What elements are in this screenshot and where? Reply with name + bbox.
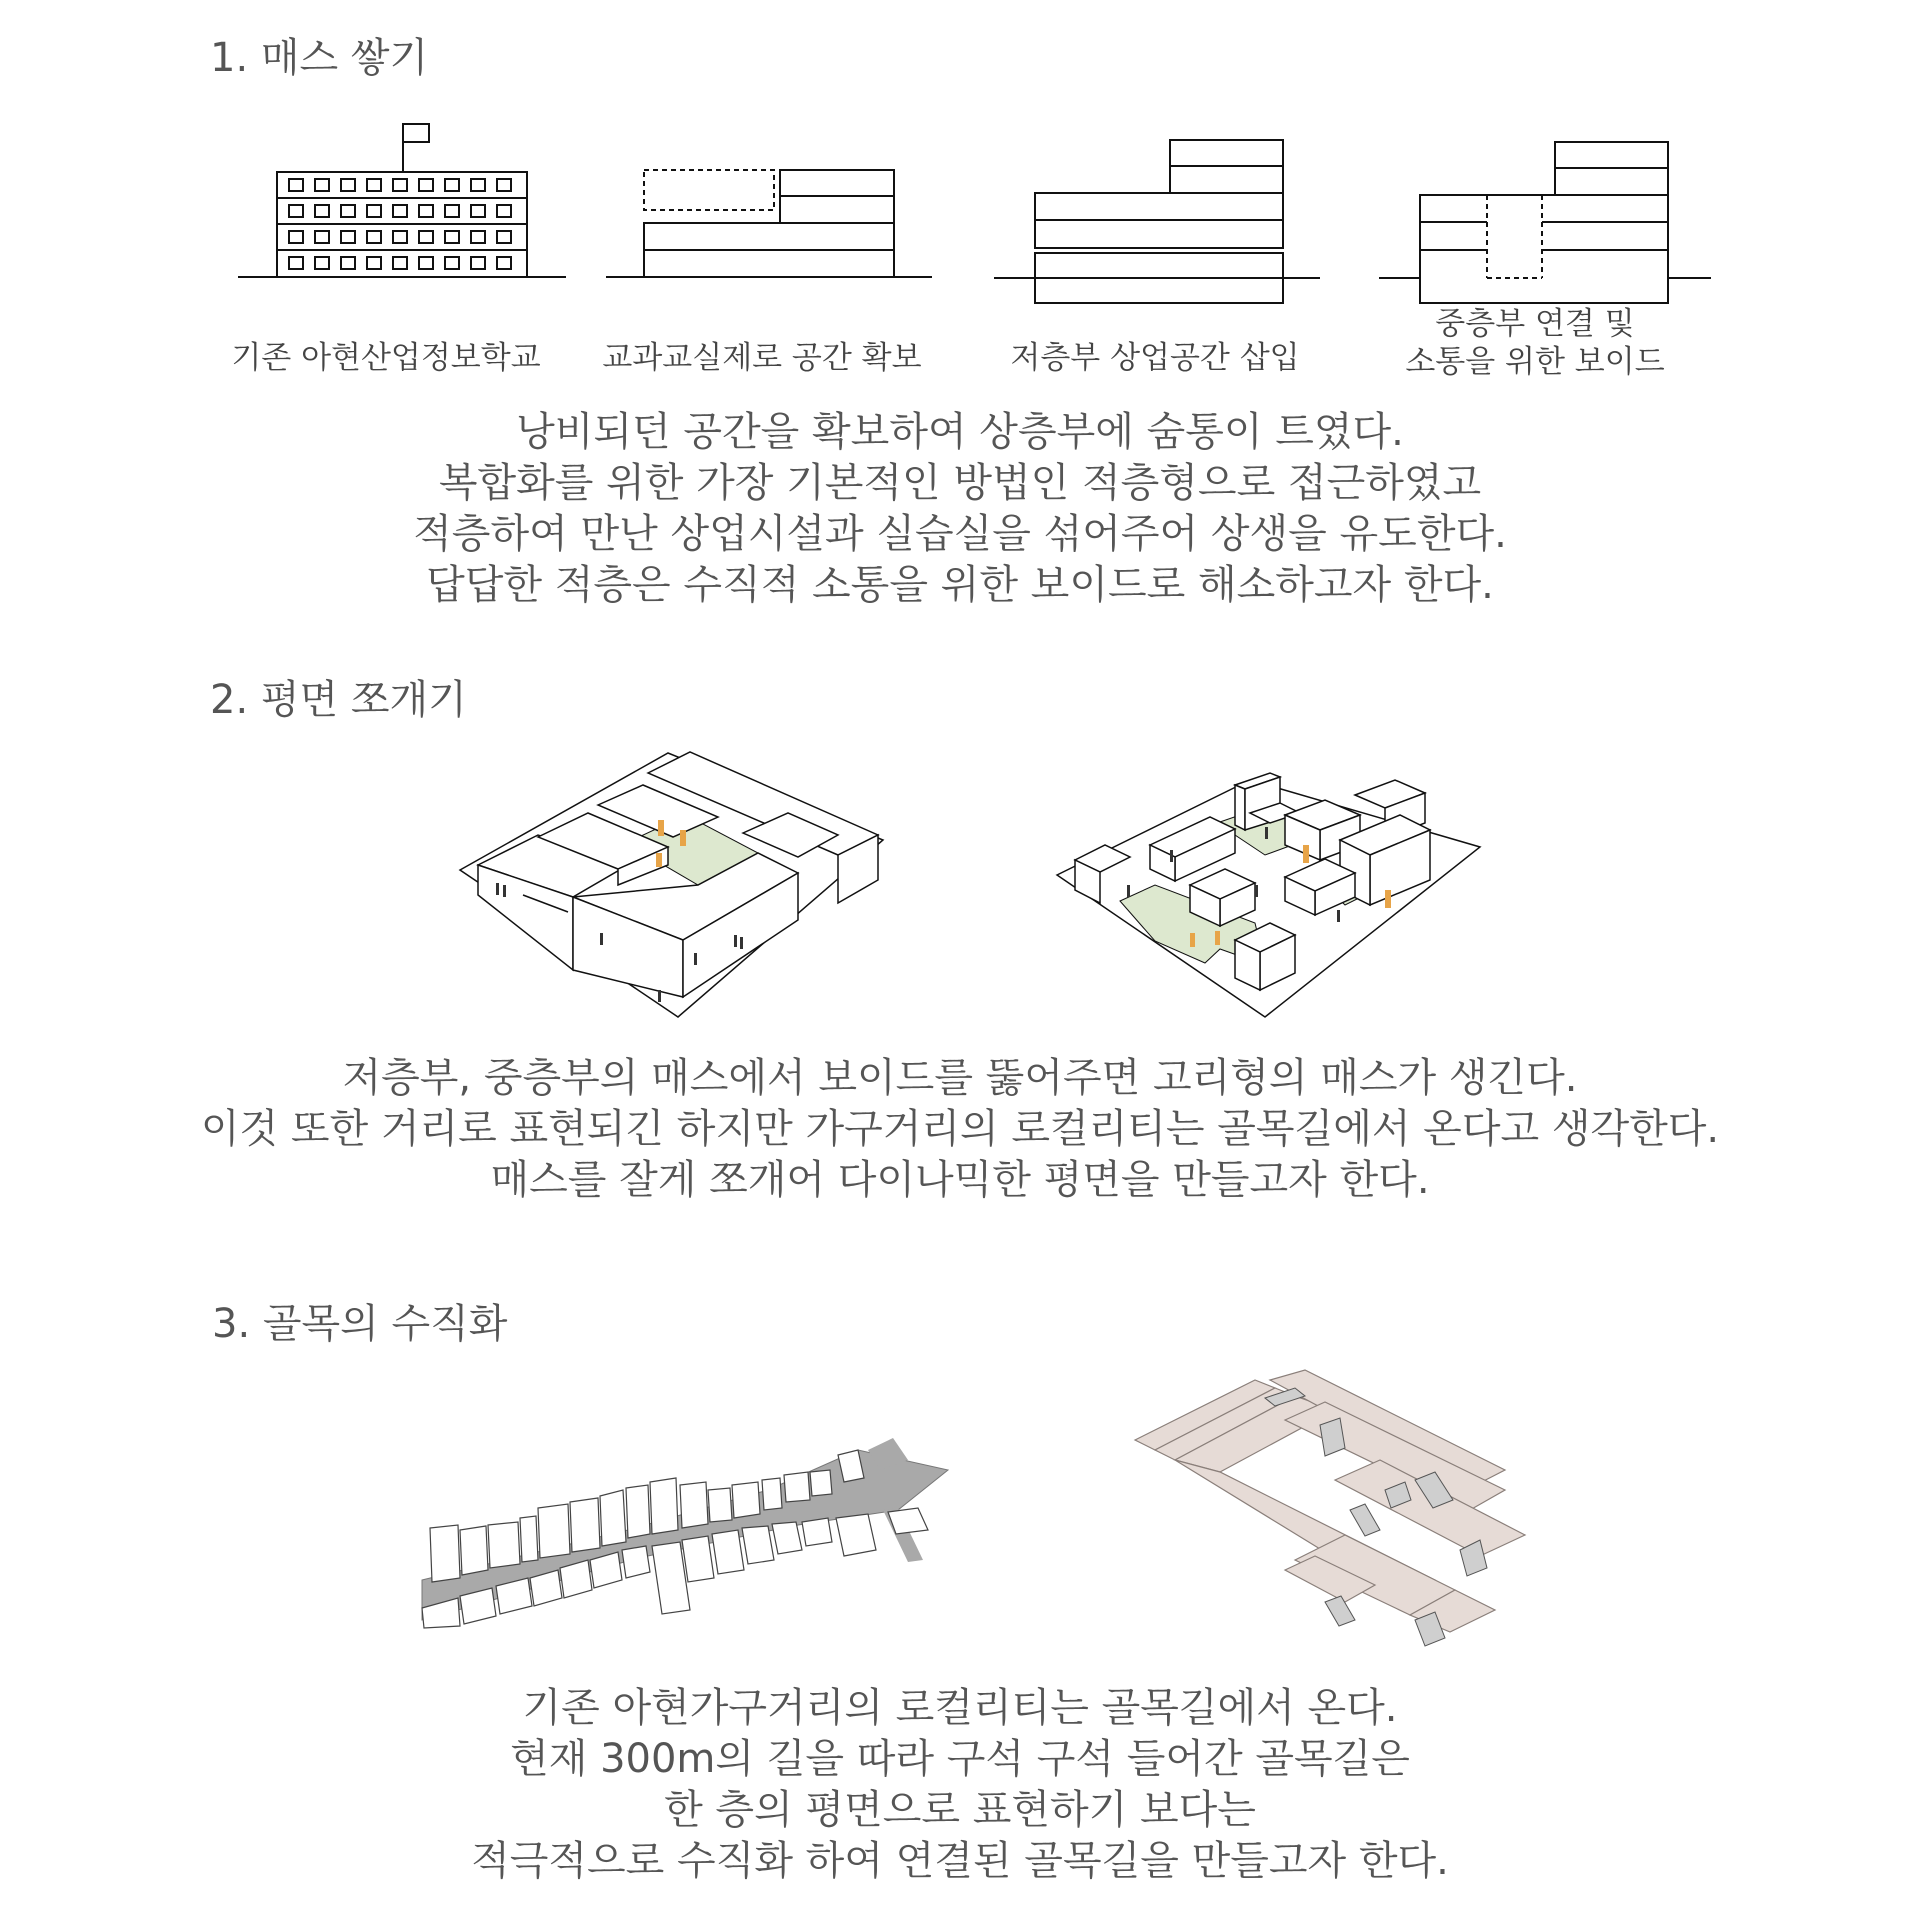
section-3-heading: 3. 골목의 수직화: [212, 1301, 508, 1347]
paragraph-line: 현재 300m의 길을 따라 구석 구석 들어간 골목길은: [510, 1736, 1410, 1782]
caption-lower-commercial: 저층부 상업공간 삽입: [1010, 340, 1300, 376]
caption-existing-school: 기존 아현산업정보학교: [231, 340, 541, 376]
diagram-lower-commercial: [990, 120, 1330, 310]
caption-classroom-space: 교과교실제로 공간 확보: [602, 340, 922, 376]
section-2-heading: 2. 평면 쪼개기: [210, 677, 467, 723]
axonometric-split-plan: [1055, 735, 1495, 1025]
paragraph-line: 매스를 잘게 쪼개어 다이나믹한 평면을 만들고자 한다.: [490, 1157, 1430, 1203]
vertical-alley-diagram: [1135, 1370, 1535, 1660]
diagram-void: [1375, 120, 1715, 310]
paragraph-line: 저층부, 중층부의 매스에서 보이드를 뚫어주면 고리형의 매스가 생긴다.: [342, 1055, 1578, 1101]
diagram-existing-school: [230, 120, 570, 290]
section-1-paragraph: [0, 407, 1920, 611]
section-2-paragraph: [0, 1053, 1920, 1206]
paragraph-line: 낭비되던 공간을 확보하여 상층부에 숨통이 트였다.: [516, 409, 1404, 455]
axonometric-ring-mass: [458, 735, 898, 1025]
paragraph-line: 복합화를 위한 가장 기본적인 방법인 적층형으로 접근하였고: [438, 460, 1482, 506]
paragraph-line: 한 층의 평면으로 표현하기 보다는: [664, 1787, 1256, 1833]
paragraph-line: 기존 아현가구거리의 로컬리티는 골목길에서 온다.: [522, 1685, 1398, 1731]
caption-void-line1: 중층부 연결 및: [1435, 306, 1635, 342]
caption-void-line2: 소통을 위한 보이드: [1405, 344, 1665, 380]
section-1-heading: 1. 매스 쌓기: [210, 35, 429, 81]
street-plan-diagram: [418, 1430, 958, 1630]
section-3-paragraph: [0, 1683, 1920, 1887]
paragraph-line: 답답한 적층은 수직적 소통을 위한 보이드로 해소하고자 한다.: [426, 562, 1494, 608]
diagram-classroom-space: [602, 120, 942, 290]
paragraph-line: 이것 또한 거리로 표현되긴 하지만 가구거리의 로컬리티는 골목길에서 온다고 생각한다.: [200, 1106, 1720, 1152]
paragraph-line: 적층하여 만난 상업시설과 실습실을 섞어주어 상생을 유도한다.: [413, 511, 1507, 557]
paragraph-line: 적극적으로 수직화 하여 연결된 골목길을 만들고자 한다.: [471, 1838, 1449, 1884]
